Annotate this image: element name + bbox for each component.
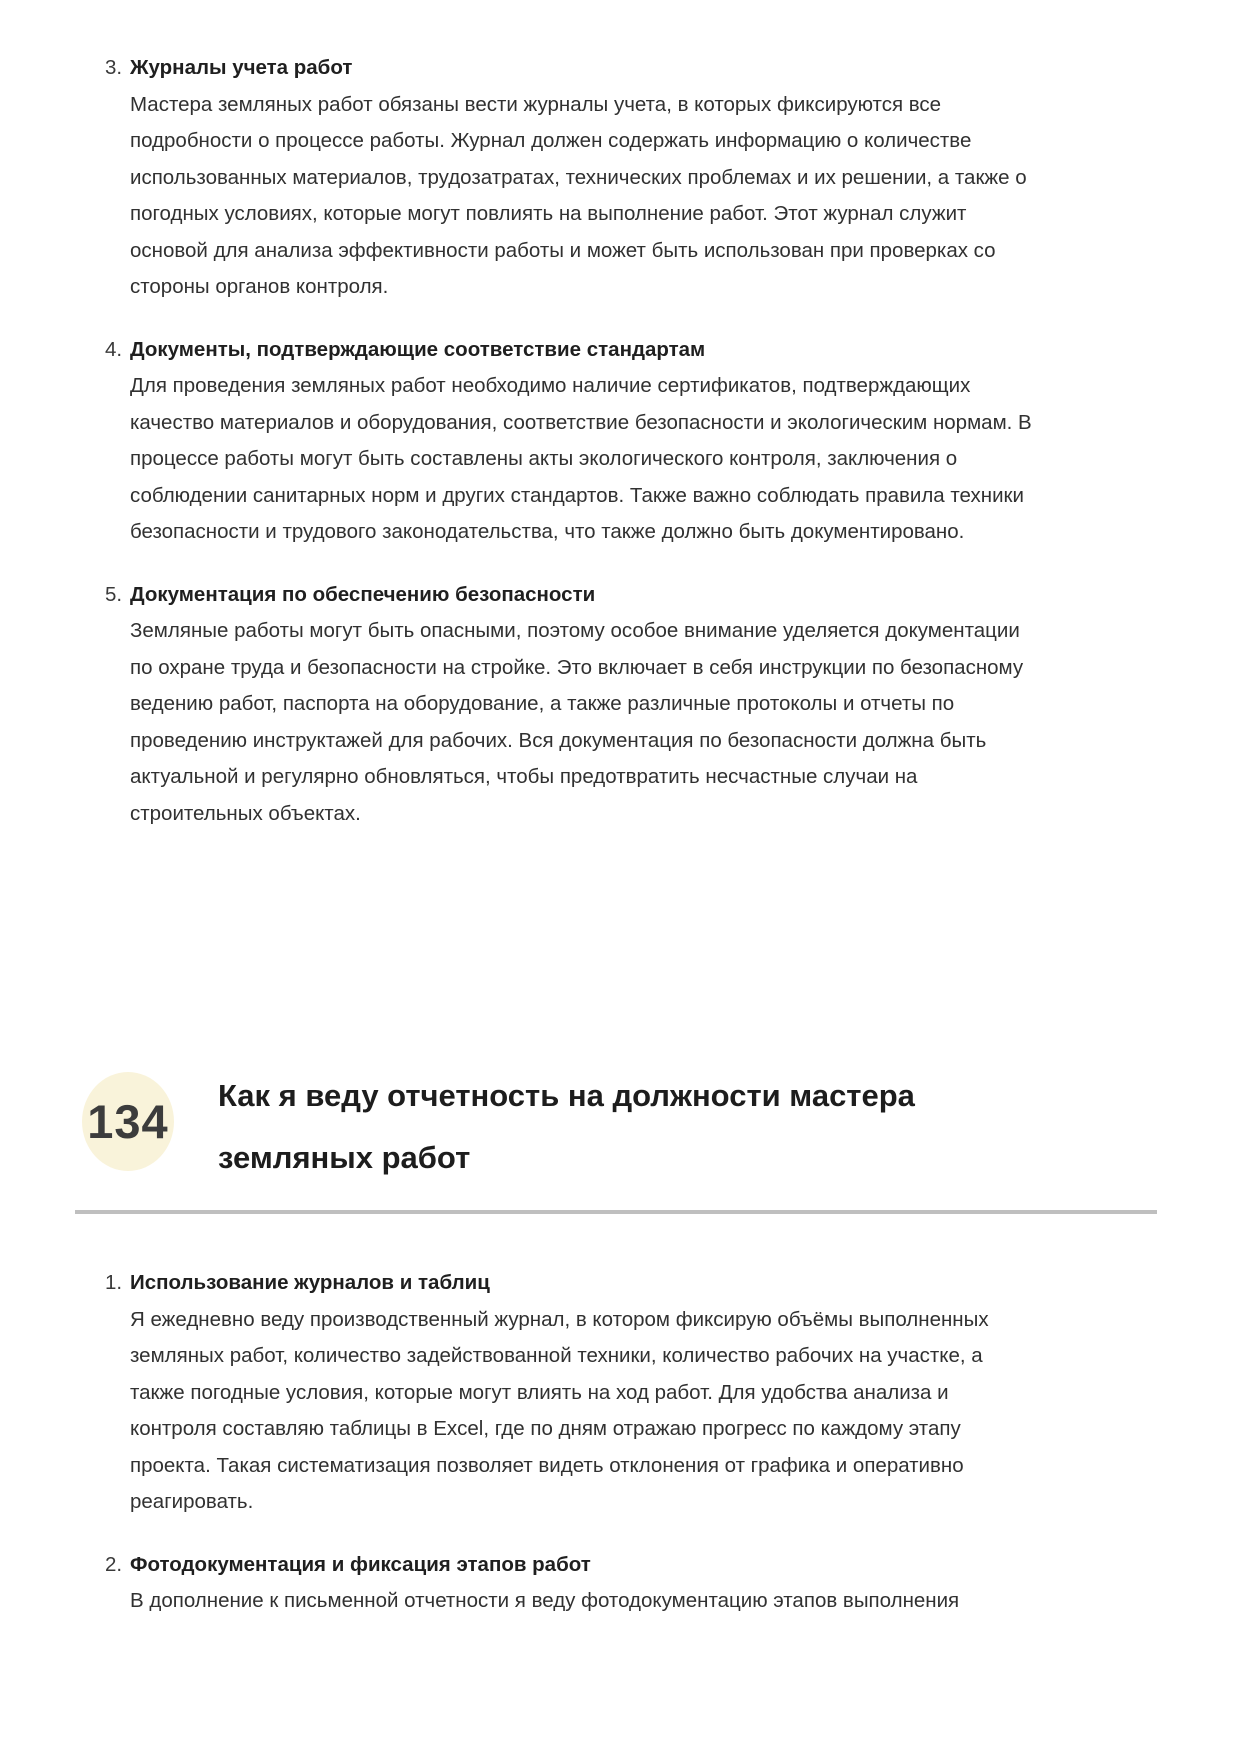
chapter-header	[75, 1072, 1161, 1189]
list-item-body: Я ежедневно веду производственный журнал, в котором фиксирую объёмы выполненных земляных работ, количество задействованной техники, количество рабочих на участке, а также погодные условия, которые могут влиять на ход работ. Для удобства анализа и контроля составляю таблицы в Excel, где по дням отражаю прогресс по каждому этапу проекта. Такая систематизация позволяет видеть отклонения от графика и оперативно реагировать.	[130, 1307, 989, 1513]
top-numbered-list	[75, 50, 1161, 832]
list-item-number: 2.	[105, 1552, 123, 1576]
list-item	[75, 50, 1035, 306]
bottom-numbered-list	[75, 1265, 1161, 1620]
list-item-number: 5.	[105, 582, 123, 606]
list-item-heading: Документация по обеспечению безопасности	[130, 582, 596, 606]
list-item-number: 3.	[105, 56, 123, 79]
list-item-heading: Журналы учета работ	[130, 56, 353, 79]
chapter-title: Как я веду отчетность на должности мастера земляных работ	[218, 1078, 915, 1175]
list-item-body: В дополнение к письменной отчетности я веду фотодокументацию этапов выполнения	[130, 1589, 960, 1612]
list-item-body: Мастера земляных работ обязаны вести журналы учета, в которых фиксируются все подробности о процессе работы. Журнал должен содержать информацию о количестве использованных материалов, трудозатратах, технических проблемах и их решении, а также о погодных условиях, которые могут повлиять на выполнение работ. Этот журнал служит основой для анализа эффективности работы и может быть использован при проверках со стороны органов контроля.	[130, 92, 1027, 298]
list-item-body: Для проведения земляных работ необходимо наличие сертификатов, подтверждающих качество материалов и оборудования, соответствие безопасности и экологическим нормам. В процессе работы могут быть составлены акты экологического контроля, заключения о соблюдении санитарных норм и других стандартов. Также важно соблюдать правила техники безопасности и трудового законодательства, что также должно быть документировано.	[130, 374, 1032, 543]
list-item-heading: Фотодокументация и фиксация этапов работ	[130, 1552, 591, 1576]
list-item	[75, 577, 1035, 833]
section-divider	[75, 1210, 1157, 1214]
list-item-heading: Документы, подтверждающие соответствие стандартам	[130, 337, 706, 361]
chapter-number-badge: 134	[82, 1072, 174, 1171]
list-item-heading: Использование журналов и таблиц	[130, 1271, 490, 1294]
list-item-body: Земляные работы могут быть опасными, поэтому особое внимание уделяется документации по охране труда и безопасности на стройке. Это включает в себя инструкции по безопасному ведению работ, паспорта на оборудование, а также различные протоколы и отчеты по проведению инструктажей для рабочих. Вся документация по безопасности должна быть актуальной и регулярно обновляться, чтобы предотвратить несчастные случаи на строительных объектах.	[130, 619, 1024, 825]
list-item-number: 1.	[105, 1271, 123, 1294]
list-item	[75, 1547, 1035, 1620]
list-item	[75, 1265, 1035, 1521]
list-item-number: 4.	[105, 337, 123, 361]
list-item	[75, 332, 1035, 551]
